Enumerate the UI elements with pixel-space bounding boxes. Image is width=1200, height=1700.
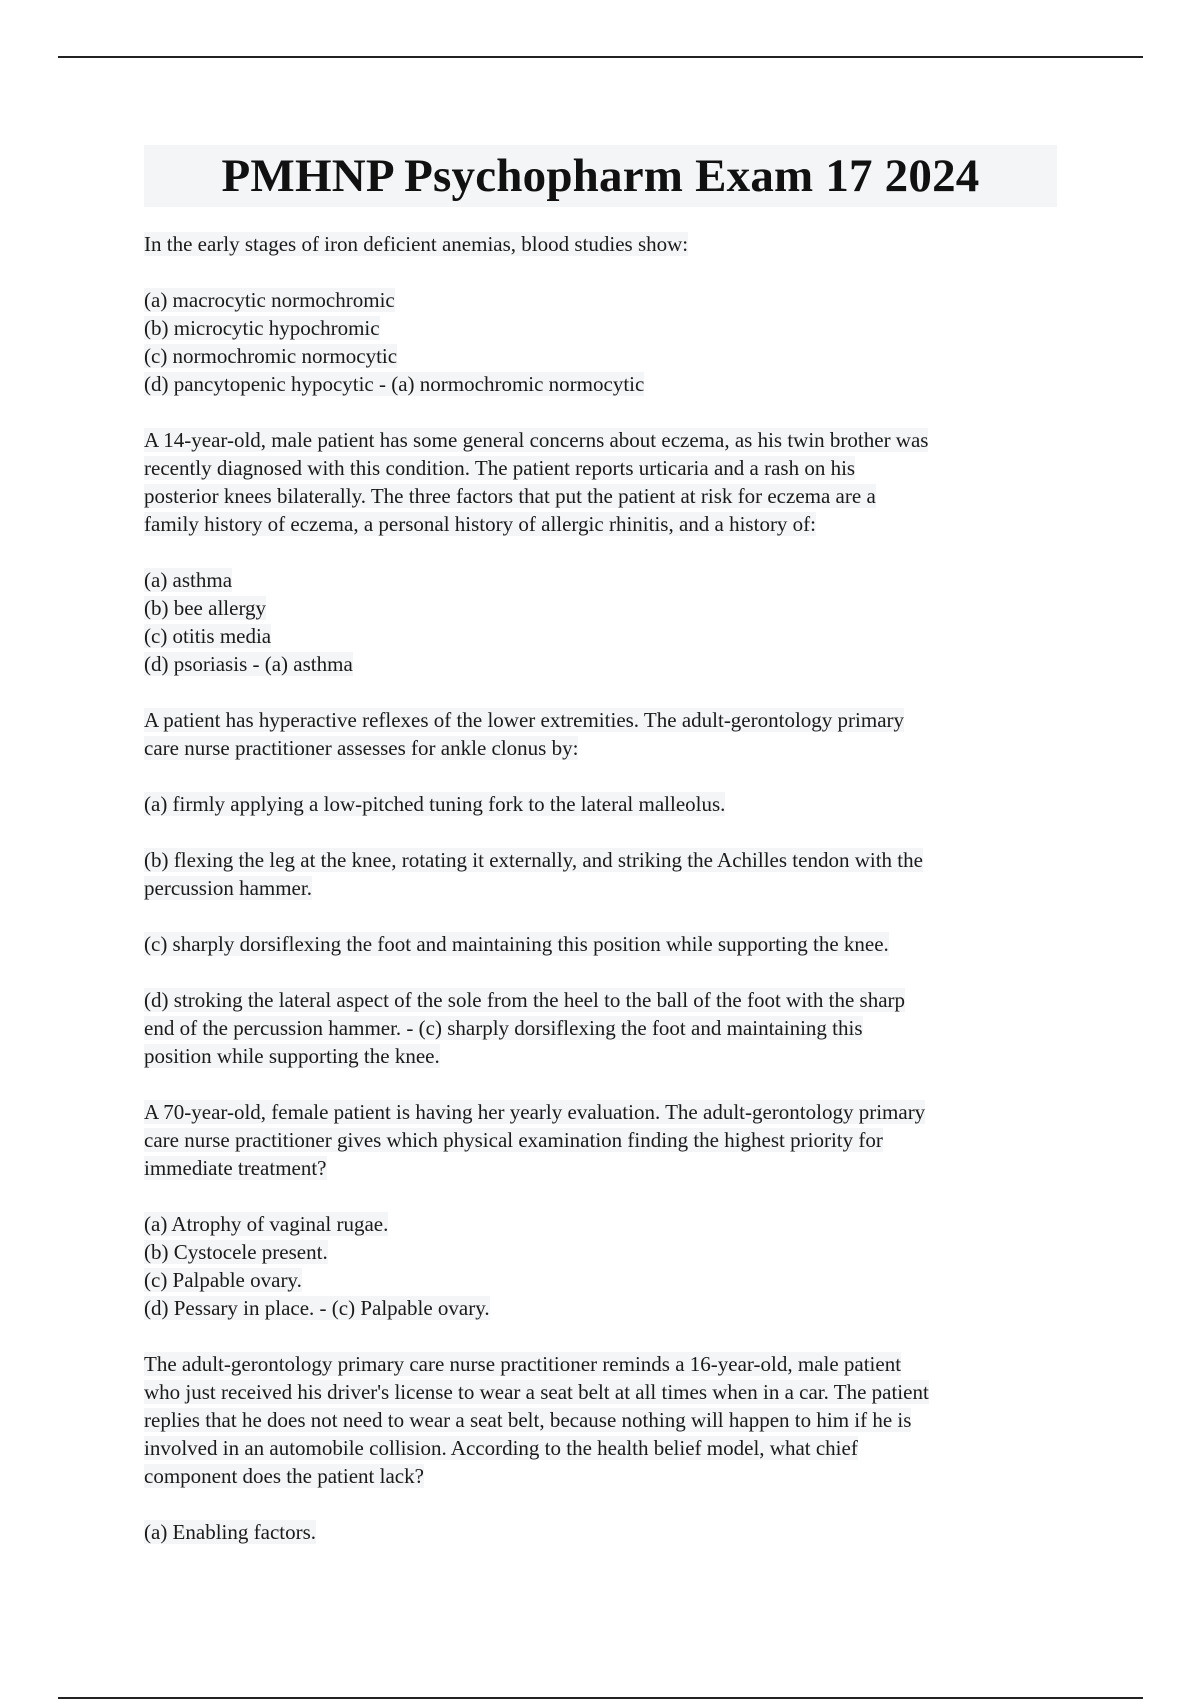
question-text-line: who just received his driver's license to wear a seat belt at all times when in a car. The patient — [144, 1380, 929, 1404]
question-text-line: recently diagnosed with this condition. The patient reports urticaria and a rash on his — [144, 456, 856, 480]
answer-options — [144, 1518, 1064, 1546]
answer-option-line: (b) microcytic hypochromic — [144, 316, 380, 340]
question-text-line: care nurse practitioner gives which physical examination finding the highest priority for — [144, 1128, 883, 1152]
question-text-line: care nurse practitioner assesses for ankle clonus by: — [144, 736, 579, 760]
answer-option-line: (c) sharply dorsiflexing the foot and maintaining this position while supporting the knee. — [144, 932, 889, 956]
question-text-line: posterior knees bilaterally. The three factors that put the patient at risk for eczema are a — [144, 484, 876, 508]
question-text-line: component does the patient lack? — [144, 1464, 424, 1488]
answer-option-line: (b) flexing the leg at the knee, rotating it externally, and striking the Achilles tendon with the — [144, 848, 923, 872]
answer-option-line: (a) Atrophy of vaginal rugae. — [144, 1212, 389, 1236]
question-text-line: A 70-year-old, female patient is having her yearly evaluation. The adult-gerontology primary — [144, 1100, 926, 1124]
question-stem — [144, 1098, 1064, 1182]
answer-option-line: (a) macrocytic normochromic — [144, 288, 395, 312]
answer-option-line: (d) pancytopenic hypocytic - (a) normochromic normocytic — [144, 372, 645, 396]
question-text-line: A patient has hyperactive reflexes of the lower extremities. The adult-gerontology primary — [144, 708, 905, 732]
answer-options — [144, 1210, 1064, 1322]
answer-options — [144, 930, 1064, 958]
answer-option-line: (a) Enabling factors. — [144, 1520, 317, 1544]
answer-options — [144, 846, 1064, 902]
answer-option-line: (c) normochromic normocytic — [144, 344, 398, 368]
answer-option-line: end of the percussion hammer. - (c) sharply dorsiflexing the foot and maintaining this — [144, 1016, 863, 1040]
answer-options — [144, 286, 1064, 398]
question-stem — [144, 230, 1064, 258]
answer-options — [144, 986, 1064, 1070]
answer-option-line: percussion hammer. — [144, 876, 312, 900]
question-list — [144, 230, 1064, 1574]
title-banner — [144, 145, 1057, 207]
question-stem — [144, 706, 1064, 762]
answer-option-line: (a) asthma — [144, 568, 233, 592]
bottom-rule — [58, 1697, 1143, 1699]
answer-option-line: (d) psoriasis - (a) asthma — [144, 652, 353, 676]
answer-option-line: (d) stroking the lateral aspect of the sole from the heel to the ball of the foot with the sharp — [144, 988, 906, 1012]
question-stem — [144, 426, 1064, 538]
answer-options — [144, 790, 1064, 818]
answer-option-line: (c) otitis media — [144, 624, 272, 648]
question-text-line: In the early stages of iron deficient anemias, blood studies show: — [144, 232, 689, 256]
question-text-line: immediate treatment? — [144, 1156, 327, 1180]
answer-option-line: position while supporting the knee. — [144, 1044, 440, 1068]
top-rule — [58, 56, 1143, 58]
question-stem — [144, 1350, 1064, 1490]
document-title: PMHNP Psychopharm Exam 17 2024 — [221, 150, 980, 202]
answer-option-line: (c) Palpable ovary. — [144, 1268, 302, 1292]
question-text-line: involved in an automobile collision. According to the health belief model, what chief — [144, 1436, 858, 1460]
question-text-line: family history of eczema, a personal history of allergic rhinitis, and a history of: — [144, 512, 817, 536]
question-text-line: The adult-gerontology primary care nurse practitioner reminds a 16-year-old, male patient — [144, 1352, 902, 1376]
answer-option-line: (b) bee allergy — [144, 596, 267, 620]
answer-option-line: (d) Pessary in place. - (c) Palpable ovary. — [144, 1296, 490, 1320]
answer-options — [144, 566, 1064, 678]
answer-option-line: (b) Cystocele present. — [144, 1240, 328, 1264]
question-text-line: replies that he does not need to wear a seat belt, because nothing will happen to him if he is — [144, 1408, 912, 1432]
answer-option-line: (a) firmly applying a low-pitched tuning fork to the lateral malleolus. — [144, 792, 726, 816]
question-text-line: A 14-year-old, male patient has some general concerns about eczema, as his twin brother was — [144, 428, 929, 452]
